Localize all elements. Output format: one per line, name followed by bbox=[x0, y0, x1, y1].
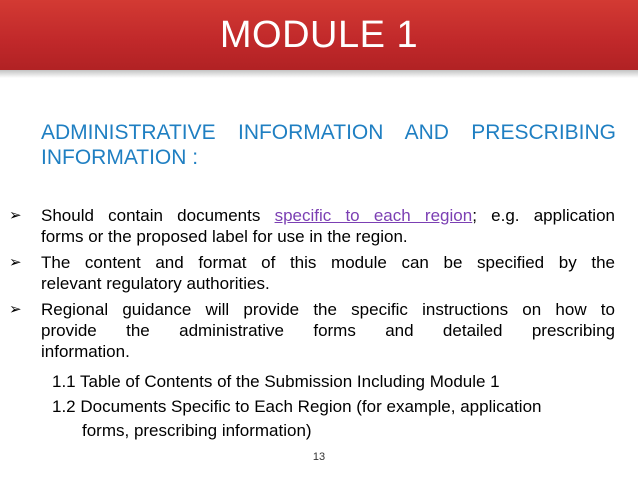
section-heading-line1: ADMINISTRATIVE INFORMATION AND PRESCRIBING bbox=[41, 121, 616, 144]
bullet-item-1 bbox=[9, 205, 615, 247]
arrow-bullet-icon: ➢ bbox=[9, 301, 22, 318]
banner-shadow bbox=[0, 70, 638, 78]
arrow-bullet-icon: ➢ bbox=[9, 207, 22, 224]
bullet-2-line1: The content and format of this module can be specified by the bbox=[41, 253, 615, 272]
arrow-bullet-icon: ➢ bbox=[9, 254, 22, 271]
sub-item-1-1: 1.1 Table of Contents of the Submission Including Module 1 bbox=[52, 372, 500, 391]
bullet-3-line3: information. bbox=[41, 342, 130, 361]
bullet-1-text-pre: Should contain documents bbox=[41, 206, 275, 225]
bullet-item-2 bbox=[9, 252, 615, 294]
slide-title: MODULE 1 bbox=[219, 14, 419, 56]
bullet-item-3 bbox=[9, 299, 615, 362]
page-number: 13 bbox=[312, 451, 326, 463]
section-heading-line2: INFORMATION : bbox=[41, 146, 199, 169]
bullet-1-line1 bbox=[41, 205, 615, 226]
specific-region-link[interactable]: specific to each region bbox=[274, 206, 473, 225]
bullet-1-line2: forms or the proposed label for use in the region. bbox=[41, 227, 408, 246]
bullet-1-text-post: ; e.g. application bbox=[472, 206, 615, 225]
sub-item-1-2: 1.2 Documents Specific to Each Region (for example, application bbox=[52, 397, 542, 416]
bullet-2-line2: relevant regulatory authorities. bbox=[41, 274, 270, 293]
bullet-3-line1: Regional guidance will provide the specific instructions on how to bbox=[41, 300, 615, 319]
bullet-3-line2: provide the administrative forms and detailed prescribing bbox=[41, 321, 615, 340]
sub-item-1-2-continued: forms, prescribing information) bbox=[82, 421, 312, 440]
